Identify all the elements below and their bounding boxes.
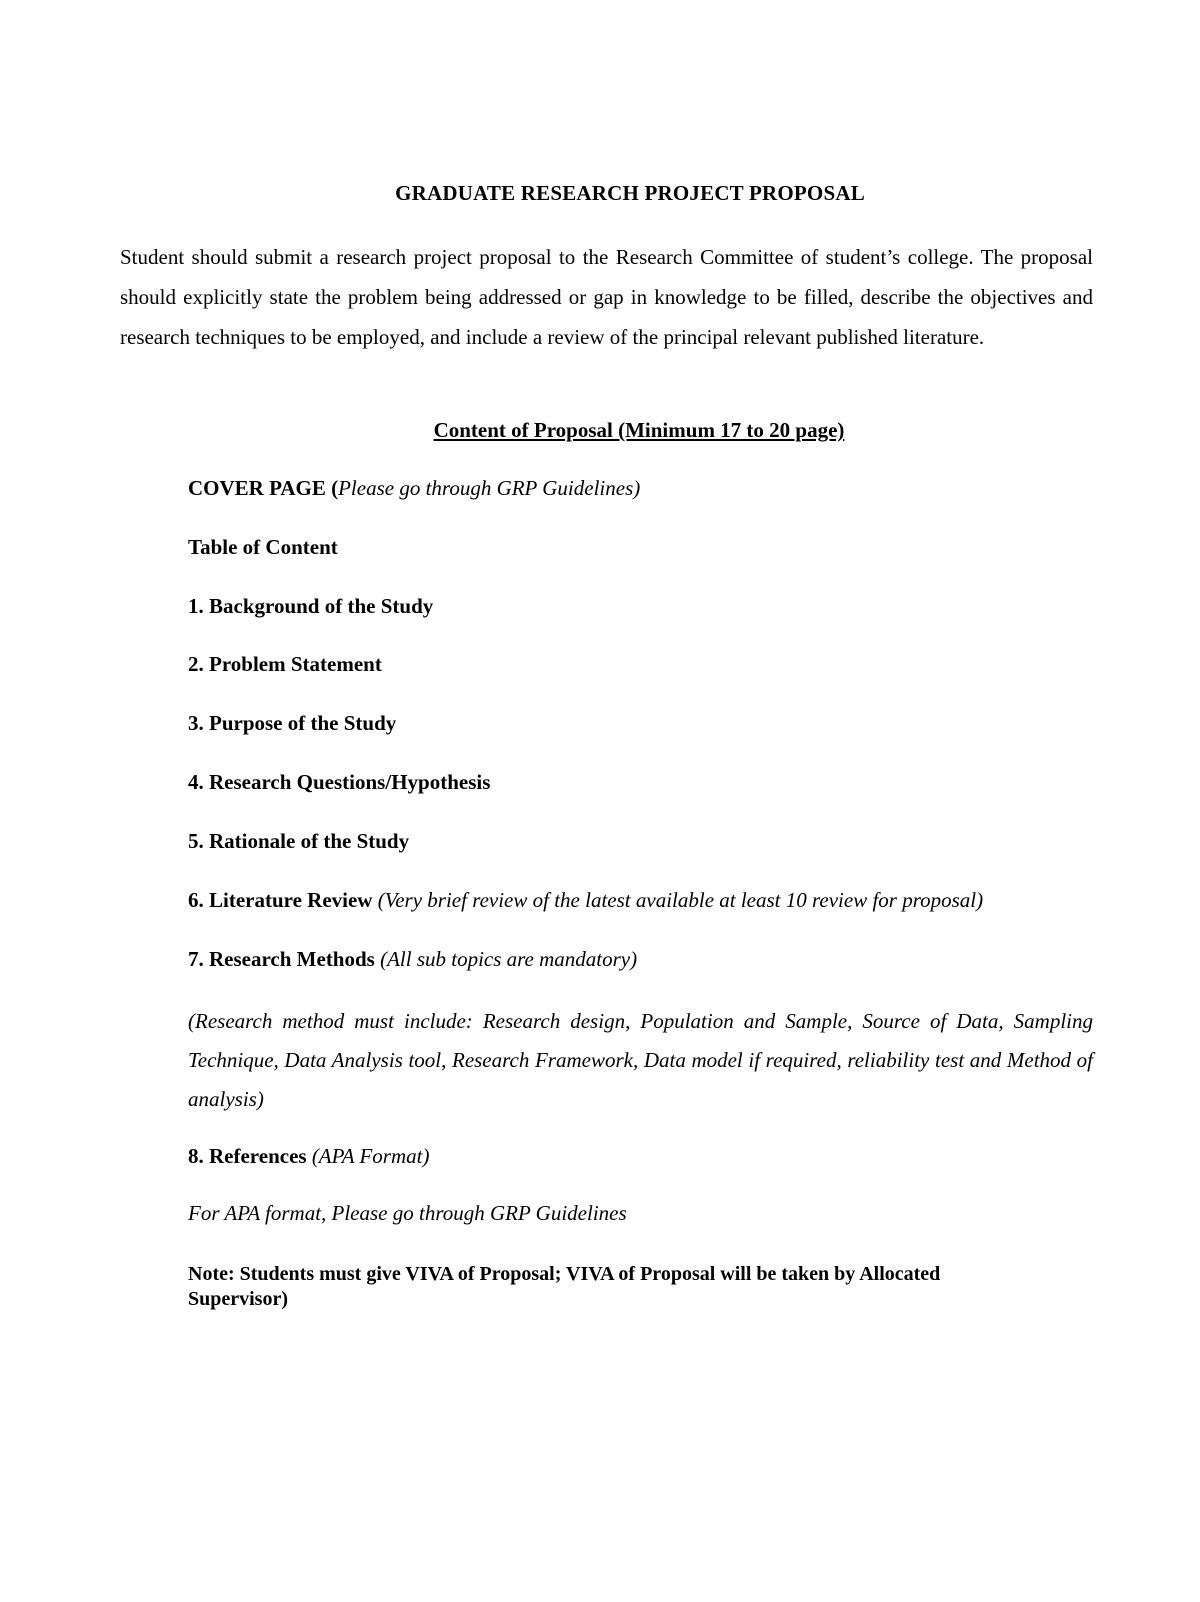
section-note: (APA Format) <box>311 1144 430 1168</box>
section-item <box>188 652 382 677</box>
section-item <box>188 1144 429 1169</box>
section-note: (All sub topics are mandatory) <box>380 947 638 971</box>
section-label: 1. Background of the Study <box>188 594 434 618</box>
section-label: 4. Research Questions/Hypothesis <box>188 770 491 794</box>
section-label: 7. Research Methods <box>188 947 375 971</box>
section-item <box>188 947 637 972</box>
table-of-content-label: Table of Content <box>188 535 338 559</box>
document-title: GRADUATE RESEARCH PROJECT PROPOSAL <box>395 181 865 205</box>
section-item <box>188 829 409 854</box>
section-label: 2. Problem Statement <box>188 652 382 676</box>
section-note: (Very brief review of the latest available at least 10 review for proposal) <box>377 888 984 912</box>
section-label: 6. Literature Review <box>188 888 373 912</box>
viva-note: Note: Students must give VIVA of Proposal; VIVA of Proposal will be taken by Allocated Supervisor) <box>188 1263 941 1310</box>
section-item <box>188 770 490 795</box>
intro-paragraph: Student should submit a research project proposal to the Research Committee of student’s college. The proposal should explicitly state the problem being addressed or gap in knowledge to be filled, describe the objectives and research techniques to be employed, and include a review of the principal relevant published literature. <box>120 245 1093 349</box>
section-label: 8. References <box>188 1144 307 1168</box>
section-label: 3. Purpose of the Study <box>188 711 397 735</box>
content-heading: Content of Proposal (Minimum 17 to 20 page) <box>433 418 845 442</box>
section-label: 5. Rationale of the Study <box>188 829 410 853</box>
apa-note: For APA format, Please go through GRP Guidelines <box>188 1201 627 1225</box>
research-method-note: (Research method must include: Research design, Population and Sample, Source of Data, Sampling Technique, Data Analysis tool, Research Framework, Data model if required, reliability test and Method of analysis) <box>188 1009 1093 1111</box>
table-of-content-line <box>188 535 338 560</box>
cover-page-line <box>188 476 640 501</box>
cover-page-label: COVER PAGE ( <box>188 476 339 500</box>
section-item <box>188 594 433 619</box>
section-item <box>188 888 983 913</box>
section-item <box>188 711 396 736</box>
cover-page-note: Please go through GRP Guidelines) <box>338 476 641 500</box>
